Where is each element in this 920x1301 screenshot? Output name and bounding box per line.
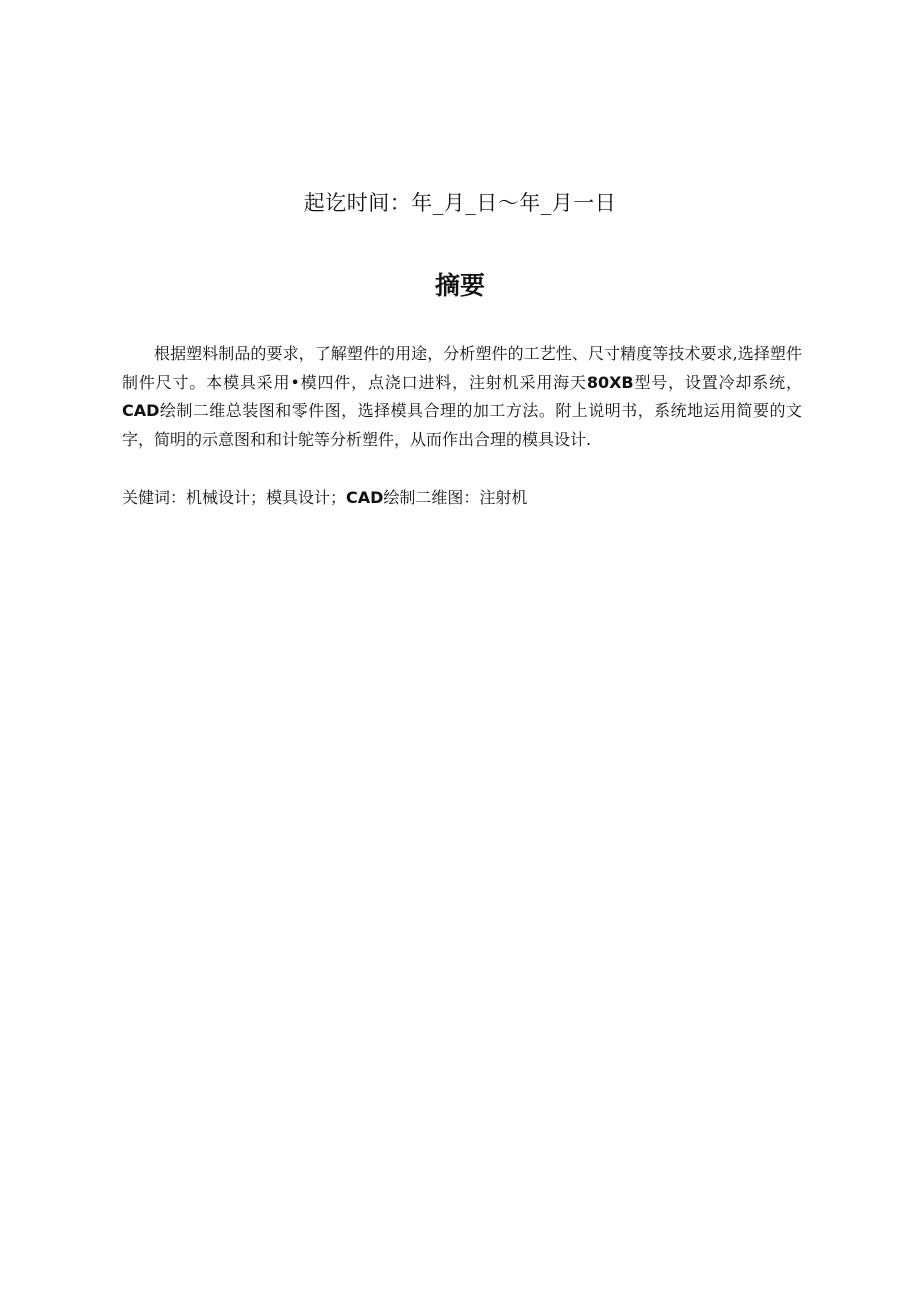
abstract-text-part1: 根据塑料制品的要求，了解塑件的用途，分析塑件的工艺性、尺寸精度等技术要求,选择塑件制件尺寸。本模具采用•模四件，点浇口进料，注射机采用海天 xyxy=(122,344,802,392)
machine-model: 80XB xyxy=(586,372,634,392)
abstract-paragraph xyxy=(122,340,802,454)
keywords-part1: 关健词：机械设计；模具设计； xyxy=(122,488,347,507)
keywords-part2: 绘制二维图：注射机 xyxy=(383,488,528,507)
abstract-text-part2: 型号，设置冷却系统， xyxy=(633,372,802,392)
period-line: 起讫时间：年_月_日～年_月一日 xyxy=(303,191,617,215)
abstract-text-part3: 绘制二维总装图和零件图，选择模具合理的加工方法。附上说明书，系统地运用简要的文字，简明的示意图和和计鸵等分析塑件，从而作出合理的模具设计. xyxy=(122,401,802,449)
abstract-title: 摘要 xyxy=(434,271,485,300)
cad-term: CAD xyxy=(122,401,160,420)
keywords-line xyxy=(122,484,802,512)
keywords-cad-term: CAD xyxy=(346,488,384,507)
